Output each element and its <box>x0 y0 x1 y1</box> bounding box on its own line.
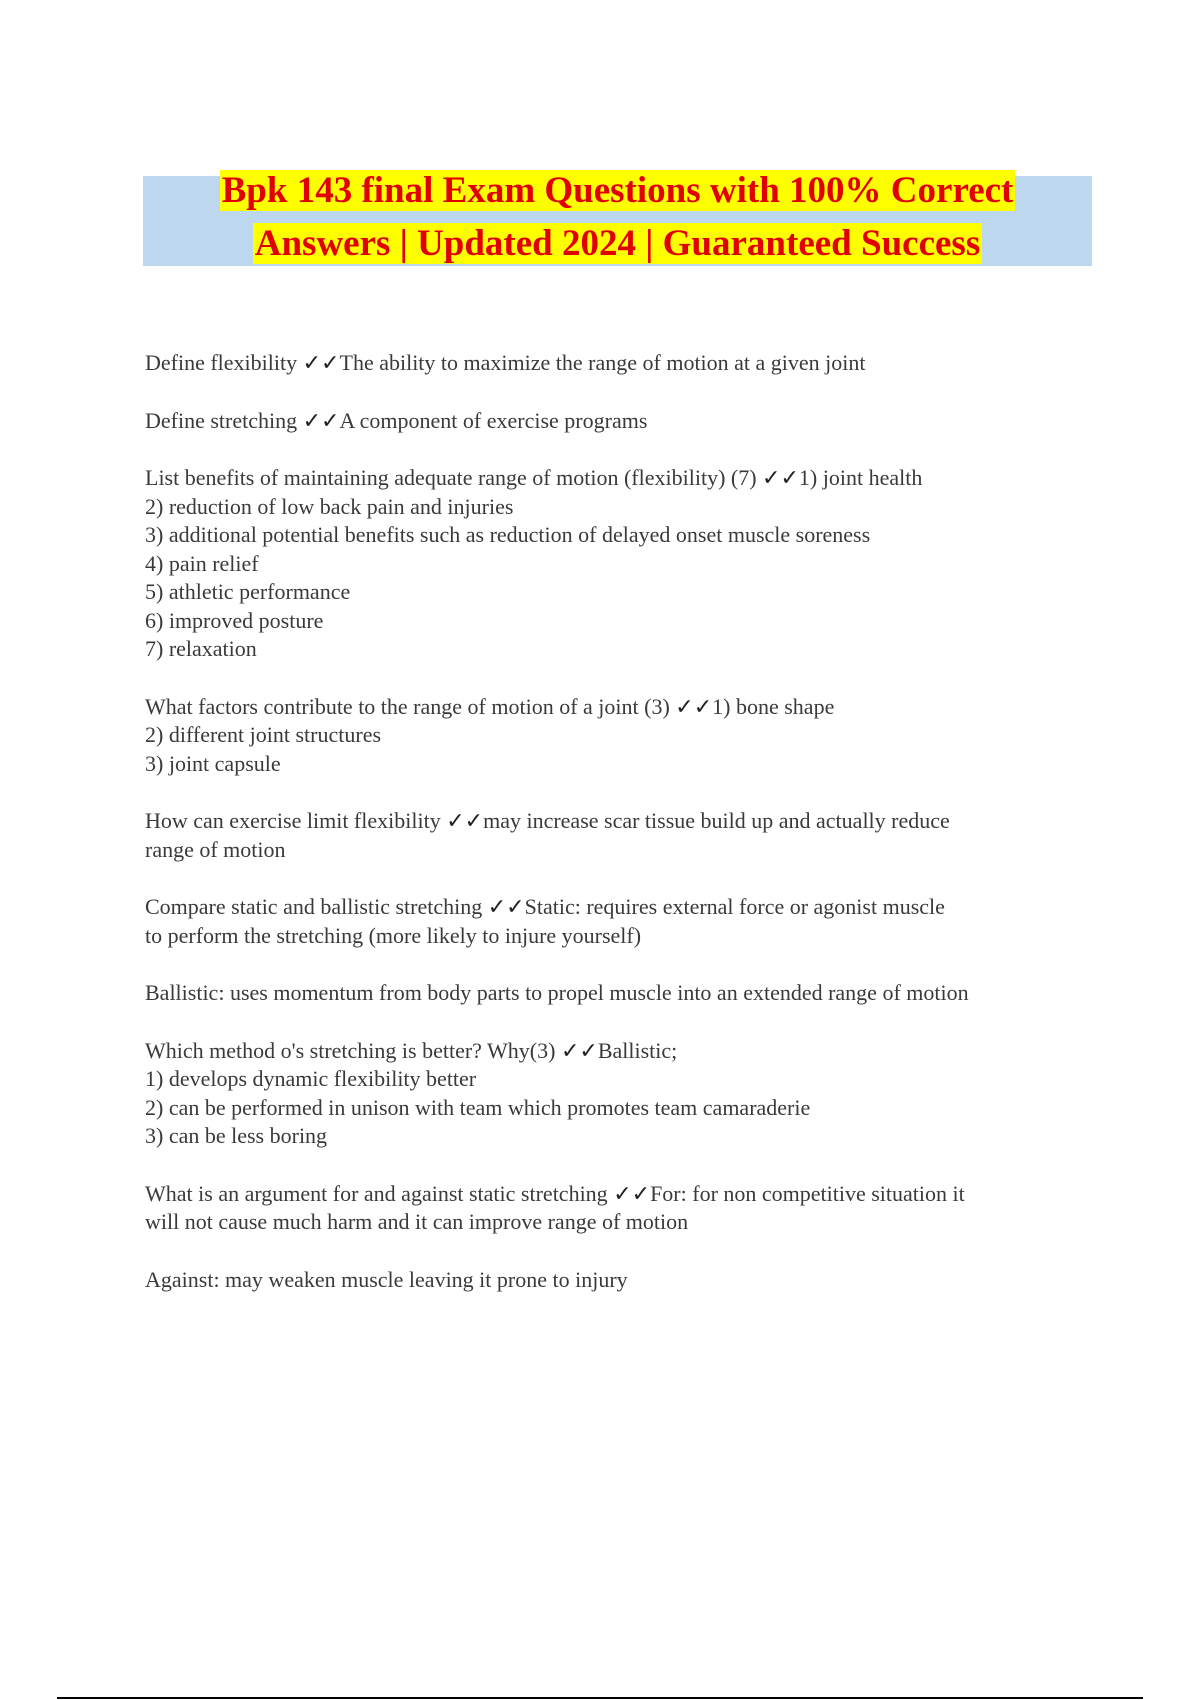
qa-line <box>145 1037 1075 1066</box>
qa-line <box>145 464 1075 493</box>
qa-item <box>145 1180 1075 1237</box>
double-check-icon: ✓✓ <box>675 693 713 719</box>
qa-item <box>145 1037 1075 1151</box>
qa-line: 3) additional potential benefits such as reduction of delayed onset muscle soreness <box>145 522 871 547</box>
qa-item <box>145 464 1075 664</box>
qa-line: Ballistic: uses momentum from body parts to propel muscle into an extended range of motion <box>145 980 969 1005</box>
question-text: What factors contribute to the range of motion of a joint (3) <box>145 693 676 719</box>
answer-text: Ballistic; <box>597 1037 678 1063</box>
qa-line: 2) can be performed in unison with team which promotes team camaraderie <box>145 1094 811 1120</box>
title-text-2: Answers | Updated 2024 | Guaranteed Success <box>254 223 981 264</box>
qa-line: 3) joint capsule <box>145 750 281 776</box>
qa-item <box>145 407 1075 436</box>
qa-item <box>145 893 1075 950</box>
qa-line: to perform the stretching (more likely to injure yourself) <box>145 922 642 948</box>
answer-text: 1) bone shape <box>712 693 835 719</box>
answer-text: Static: requires external force or agonist muscle <box>524 894 945 919</box>
question-text: Compare static and ballistic stretching <box>145 894 488 919</box>
qa-line: 2) different joint structures <box>145 722 382 747</box>
qa-line <box>145 693 1075 722</box>
double-check-icon: ✓✓ <box>487 894 525 919</box>
question-text: How can exercise limit flexibility <box>145 808 447 833</box>
title-line-2 <box>253 221 982 274</box>
qa-item <box>145 1266 1075 1295</box>
question-text: Define stretching <box>145 407 303 433</box>
question-text: What is an argument for and against static stretching <box>145 1180 614 1206</box>
qa-line: 3) can be less boring <box>145 1123 328 1148</box>
question-answer-list <box>145 349 1075 1323</box>
qa-line <box>145 1180 1075 1209</box>
qa-line <box>145 893 1075 922</box>
qa-item <box>145 693 1075 779</box>
answer-text: The ability to maximize the range of motion at a given joint <box>339 350 866 375</box>
qa-line <box>145 349 1075 378</box>
qa-line: will not cause much harm and it can improve range of motion <box>145 1209 689 1234</box>
double-check-icon: ✓✓ <box>446 808 484 833</box>
qa-line: 6) improved posture <box>145 607 324 633</box>
question-text: Which method o's stretching is better? Why(3) <box>145 1037 561 1063</box>
qa-line: 5) athletic performance <box>145 579 351 604</box>
title-line-1 <box>220 168 1016 221</box>
question-text: Define flexibility <box>145 350 303 375</box>
footer-divider <box>57 1697 1143 1699</box>
answer-text: For: for non competitive situation it <box>650 1180 965 1206</box>
double-check-icon: ✓✓ <box>762 465 799 490</box>
qa-line: 7) relaxation <box>145 636 257 661</box>
double-check-icon: ✓✓ <box>560 1037 598 1063</box>
answer-text: may increase scar tissue build up and actually reduce <box>483 808 950 833</box>
double-check-icon: ✓✓ <box>302 407 340 433</box>
title-text-1: Bpk 143 final Exam Questions with 100% Correct <box>221 170 1014 211</box>
qa-item <box>145 349 1075 378</box>
qa-item <box>145 979 1075 1008</box>
qa-line: range of motion <box>145 836 286 862</box>
qa-line <box>145 407 1075 436</box>
qa-item <box>145 807 1075 864</box>
qa-line: 1) develops dynamic flexibility better <box>145 1066 477 1091</box>
qa-line: 4) pain relief <box>145 550 259 576</box>
qa-line: Against: may weaken muscle leaving it prone to injury <box>145 1266 628 1292</box>
double-check-icon: ✓✓ <box>302 350 340 375</box>
question-text: List benefits of maintaining adequate range of motion (flexibility) (7) <box>145 465 763 490</box>
qa-line: 2) reduction of low back pain and injuries <box>145 493 514 519</box>
double-check-icon: ✓✓ <box>613 1180 651 1206</box>
answer-text: 1) joint health <box>798 465 923 490</box>
answer-text: A component of exercise programs <box>339 407 648 433</box>
document-title-banner <box>143 170 1092 266</box>
qa-line <box>145 807 1075 836</box>
